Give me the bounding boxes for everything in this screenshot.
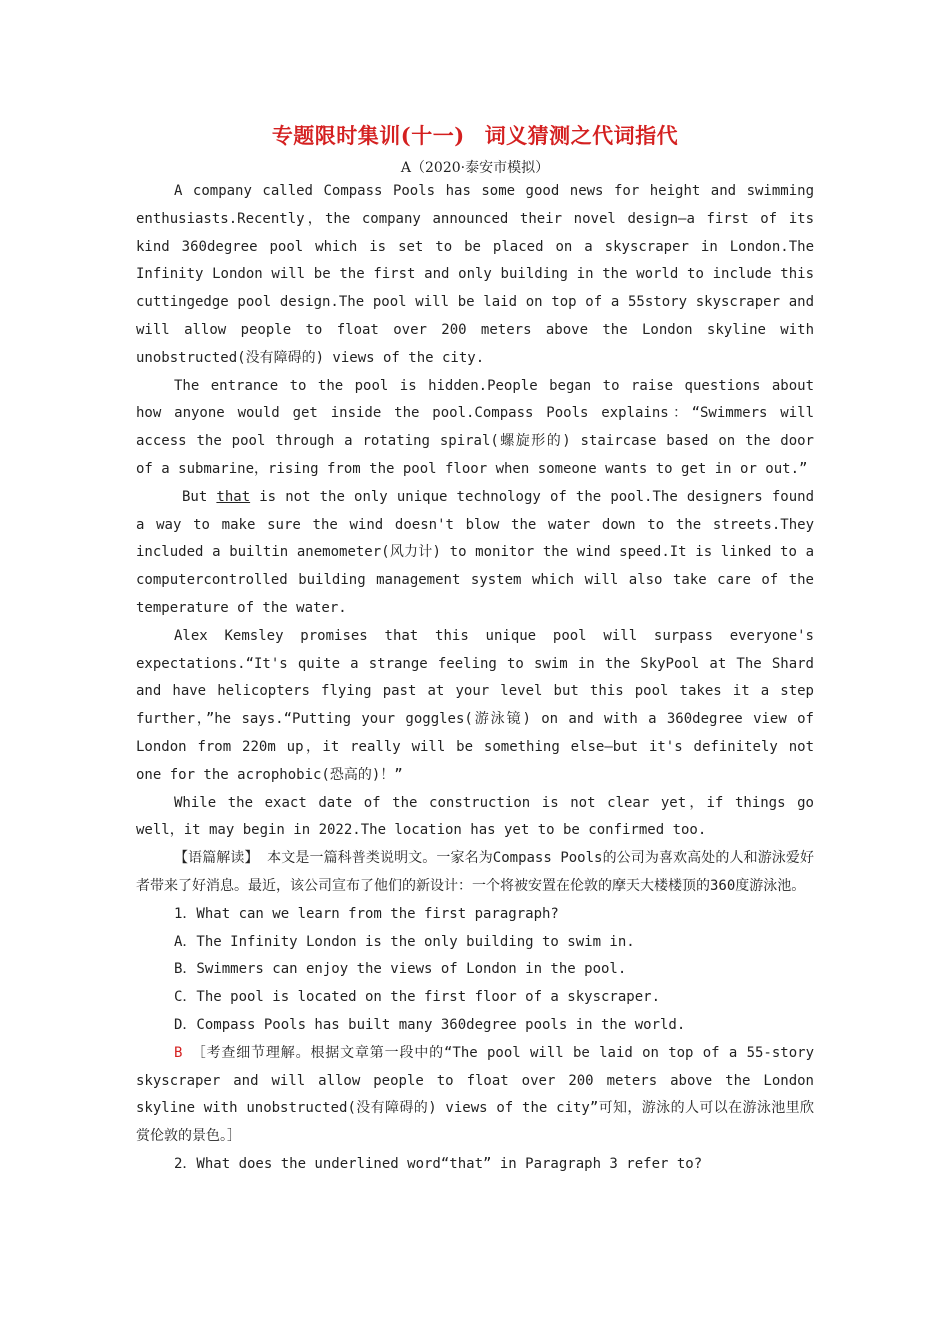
passage-paragraph-3 [136,484,814,623]
answer-letter: B [174,1044,183,1061]
title-topic: 词义猜测之代词指代 [484,123,679,148]
passage-paragraph-2: The entrance to the pool is hidden.People began to raise questions about how anyone would get inside the pool.Compass Pools explains：“Swimmers will access the pool through a rotating spiral(螺旋形的) staircase based on the door of a submarine，rising from the pool floor when someone wants to get in or out.” [136,377,814,477]
question-1-option-a: A．The Infinity London is the only building to swim in. [174,933,635,950]
passage-paragraph-5: While the exact date of the construction is not clear yet，if things go well，it may begin in 2022.The location has yet to be confirmed too. [136,794,814,839]
passage-paragraph-1: A company called Compass Pools has some good news for height and swimming enthusiasts.Recently，the company announced their novel design—a first of its kind 360degree pool which is set to be placed on a skyscraper in London.The Infinity London will be the first and only building in the world to include this cuttingedge pool design.The pool will be laid on top of a 55story skyscraper and will allow people to float over 200 meters above the London skyline with unobstructed(没有障碍的) views of the city. [136,183,814,366]
question-1-option-b: B．Swimmers can enjoy the views of London in the pool. [174,961,627,978]
answer-explanation: ［考查细节理解。根据文章第一段中的“The pool will be laid on top of a 55-story skyscraper and will allow people to float over 200 meters above the London skyline with unobstructed(没有障碍的) views of the city”可知，游泳的人可以在游泳池里欣赏伦敦的景色。］ [136,1044,814,1145]
p3-before: But [182,488,217,505]
question-1-option-c: C．The pool is located on the first floor of a skyscraper. [174,989,661,1006]
passage-paragraph-4: Alex Kemsley promises that this unique pool will surpass everyone's expectations.“It's quite a strange feeling to swim in the SkyPool at The Shard and have helicopters flying past at your level but this pool takes it a step further，”he says.“Putting your goggles(游泳镜) on and with a 360degree view of London from 220m up，it really will be something else—but it's definitely not one for the acrophobic(恐高的)！” [136,627,814,783]
analysis-label: 【语篇解读】 [174,850,259,867]
passage-analysis [136,845,814,901]
passage-source: A（2020·泰安市模拟） [400,160,550,176]
question-2-stem: 2．What does the underlined word“that” in Paragraph 3 refer to? [174,1155,703,1172]
question-1-option-d: D．Compass Pools has built many 360degree pools in the world. [174,1016,686,1033]
question-1-stem: 1．What can we learn from the first paragraph? [174,905,559,922]
analysis-text: 本文是一篇科普类说明文。一家名为Compass Pools的公司为喜欢高处的人和游泳爱好者带来了好消息。最近，该公司宣布了他们的新设计：一个将被安置在伦敦的摩天大楼楼顶的360度游泳池。 [136,850,814,894]
page-title [0,120,950,150]
question-1-answer [136,1040,814,1151]
title-series: 专题限时集训(十一) [271,123,465,148]
document-body [136,178,814,1179]
underlined-word: that [216,488,251,505]
p3-after: is not the only unique technology of the pool.The designers found a way to make sure the wind doesn't blow the water down to the streets.They included a builtin anemometer(风力计) to monitor the wind speed.It is linked to a computercontrolled building management system which will also take care of the temperature of the water. [136,488,814,616]
